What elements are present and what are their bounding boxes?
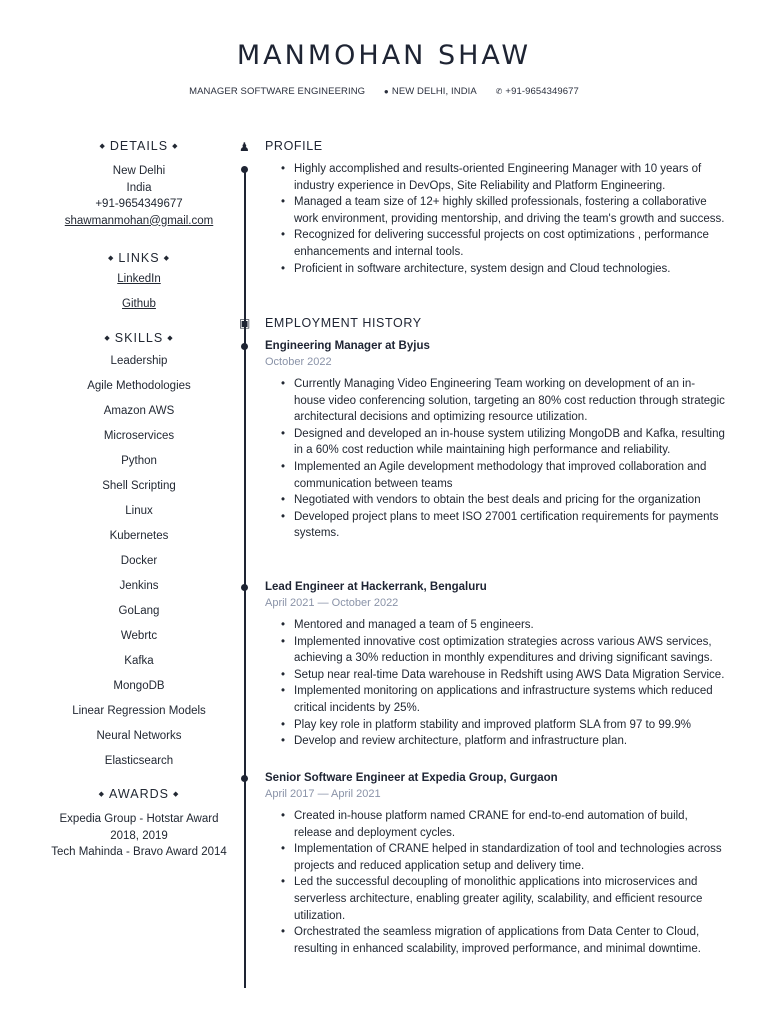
skill-item: Microservices bbox=[103, 430, 175, 442]
skill-item: Kafka bbox=[124, 655, 154, 667]
diamond-icon: ◆ bbox=[108, 255, 115, 262]
job-title: MANAGER SOFTWARE ENGINEERING bbox=[189, 86, 366, 97]
briefcase-icon: ▣ bbox=[239, 316, 251, 330]
left-column bbox=[40, 138, 238, 861]
header-phone: +91-9654349677 bbox=[505, 86, 579, 97]
skill-item: Webrtc bbox=[120, 630, 158, 642]
header-location: NEW DELHI, INDIA bbox=[391, 86, 477, 97]
list-item: • Created in-house platform named CRANE for end-to-end automation of build, release and deployment cycles. bbox=[265, 808, 725, 841]
details-email-link[interactable]: shawmanmohan@gmail.com bbox=[64, 214, 214, 227]
job-date: April 2021 — October 2022 bbox=[265, 597, 399, 609]
list-item: • Currently Managing Video Engineering Team working on development of an in-house video conferencing solution, targeting an 80% cost reduction through strategic architectural decisions and optimizing resource utilization. bbox=[265, 376, 725, 426]
skills-list bbox=[40, 349, 238, 774]
diamond-icon: ◆ bbox=[167, 335, 174, 342]
list-item: • Designed and developed an in-house system utilizing MongoDB and Kafka, resulting in a 60% cost reduction while maintaining high performance and reliability. bbox=[265, 426, 725, 459]
skill-item: Linear Regression Models bbox=[72, 705, 206, 717]
github-link[interactable]: Github bbox=[122, 298, 156, 310]
list-item: • Implemented innovative cost optimization strategies across various AWS services, achieving a 30% reduction in monthly expenditures and driving significant savings. bbox=[265, 634, 725, 667]
job-entry bbox=[265, 338, 725, 542]
list-item: • Managed a team size of 12+ highly skilled professionals, fostering a collaborative work environment, providing mentorship, and driving the team's growth and success. bbox=[265, 194, 725, 227]
skill-item: Jenkins bbox=[119, 580, 159, 592]
diamond-icon: ◆ bbox=[99, 143, 106, 150]
skill-item: Docker bbox=[120, 555, 158, 567]
job-date: October 2022 bbox=[265, 356, 332, 368]
profile-section bbox=[265, 161, 725, 277]
list-item: • Negotiated with vendors to obtain the best deals and pricing for the organization bbox=[265, 492, 725, 509]
details-phone: +91-9654349677 bbox=[95, 198, 183, 210]
list-item: • Setup near real-time Data warehouse in Redshift using AWS Data Migration Service. bbox=[265, 667, 725, 684]
skill-item: MongoDB bbox=[113, 680, 165, 692]
diamond-icon: ◆ bbox=[172, 791, 180, 798]
list-item: • Mentored and managed a team of 5 engineers. bbox=[265, 617, 725, 634]
skill-item: Amazon AWS bbox=[103, 405, 175, 417]
skill-item: Leadership bbox=[110, 355, 168, 367]
diamond-icon: ◆ bbox=[104, 335, 111, 342]
diamond-icon: ◆ bbox=[172, 143, 179, 150]
links-heading: ◆ LINKS ◆ bbox=[108, 251, 170, 265]
list-item: • Orchestrated the seamless migration of applications from Data Center to Cloud, resulting in enhanced scalability, improved performance, and minimal downtime. bbox=[265, 924, 725, 957]
skill-item: Elasticsearch bbox=[104, 755, 174, 767]
skill-item: Kubernetes bbox=[109, 530, 169, 542]
list-item: • Implementation of CRANE helped in standardization of tool and technologies across projects and reduced application setup and delivery time. bbox=[265, 841, 725, 874]
list-item: • Implemented monitoring on applications and infrastructure systems which reduced critical incidents by 25%. bbox=[265, 683, 725, 716]
list-item: • Led the successful decoupling of monolithic applications into microservices and serverless architecture, enabling greater agility, scalability, and efficient resource utilization. bbox=[265, 874, 725, 924]
timeline-dot bbox=[241, 775, 248, 782]
details-heading: ◆ DETAILS ◆ bbox=[99, 139, 179, 153]
location-pin-icon: ● bbox=[383, 87, 389, 96]
timeline-line bbox=[244, 168, 246, 988]
awards-heading: ◆ AWARDS ◆ bbox=[98, 787, 180, 801]
timeline-dot bbox=[241, 584, 248, 591]
skill-item: GoLang bbox=[118, 605, 160, 617]
list-item: • Recognized for delivering successful projects on cost optimizations , performance enhancements and internal tools. bbox=[265, 227, 725, 260]
timeline-dot bbox=[241, 166, 248, 173]
details-city: New Delhi bbox=[112, 165, 166, 177]
skills-heading: ◆ SKILLS ◆ bbox=[104, 331, 174, 345]
skill-item: Python bbox=[121, 455, 157, 467]
resume-name: MANMOHAN SHAW bbox=[236, 40, 532, 71]
list-item: • Play key role in platform stability and improved platform SLA from 97 to 99.9% bbox=[265, 717, 725, 734]
award-line: Tech Mahinda - Bravo Award 2014 bbox=[51, 846, 227, 858]
award-line: 2018, 2019 bbox=[110, 829, 168, 842]
timeline-dot bbox=[241, 343, 248, 350]
skill-item: Agile Methodologies bbox=[87, 380, 191, 392]
phone-icon: ✆ bbox=[495, 87, 503, 96]
job-entry bbox=[265, 770, 725, 957]
diamond-icon: ◆ bbox=[163, 255, 170, 262]
list-item: • Proficient in software architecture, system design and Cloud technologies. bbox=[265, 261, 725, 278]
job-title: Lead Engineer at Hackerrank, Bengaluru bbox=[265, 581, 487, 593]
skill-item: Linux bbox=[125, 505, 153, 517]
person-icon: ♟ bbox=[239, 140, 250, 154]
skill-item: Shell Scripting bbox=[102, 480, 176, 492]
list-item: • Highly accomplished and results-oriented Engineering Manager with 10 years of industry experience in DevOps, Site Reliability and Platform Engineering. bbox=[265, 161, 725, 194]
job-entry bbox=[265, 579, 725, 750]
job-title: Senior Software Engineer at Expedia Group, Gurgaon bbox=[265, 772, 558, 784]
job-title: Engineering Manager at Byjus bbox=[265, 340, 430, 352]
award-line: Expedia Group - Hotstar Award bbox=[59, 813, 219, 825]
diamond-icon: ◆ bbox=[98, 791, 106, 798]
list-item: • Developed project plans to meet ISO 27001 certification requirements for payments systems. bbox=[265, 509, 725, 542]
job-date: April 2017 — April 2021 bbox=[265, 788, 381, 800]
employment-heading: EMPLOYMENT HISTORY bbox=[265, 316, 422, 330]
header-subline bbox=[0, 86, 768, 97]
skill-item: Neural Networks bbox=[96, 730, 182, 742]
list-item: • Develop and review architecture, platform and infrastructure plan. bbox=[265, 733, 725, 750]
list-item: • Implemented an Agile development methodology that improved collaboration and communication between teams bbox=[265, 459, 725, 492]
linkedin-link[interactable]: LinkedIn bbox=[117, 273, 161, 285]
profile-heading: PROFILE bbox=[265, 139, 323, 153]
details-country: India bbox=[126, 181, 152, 194]
